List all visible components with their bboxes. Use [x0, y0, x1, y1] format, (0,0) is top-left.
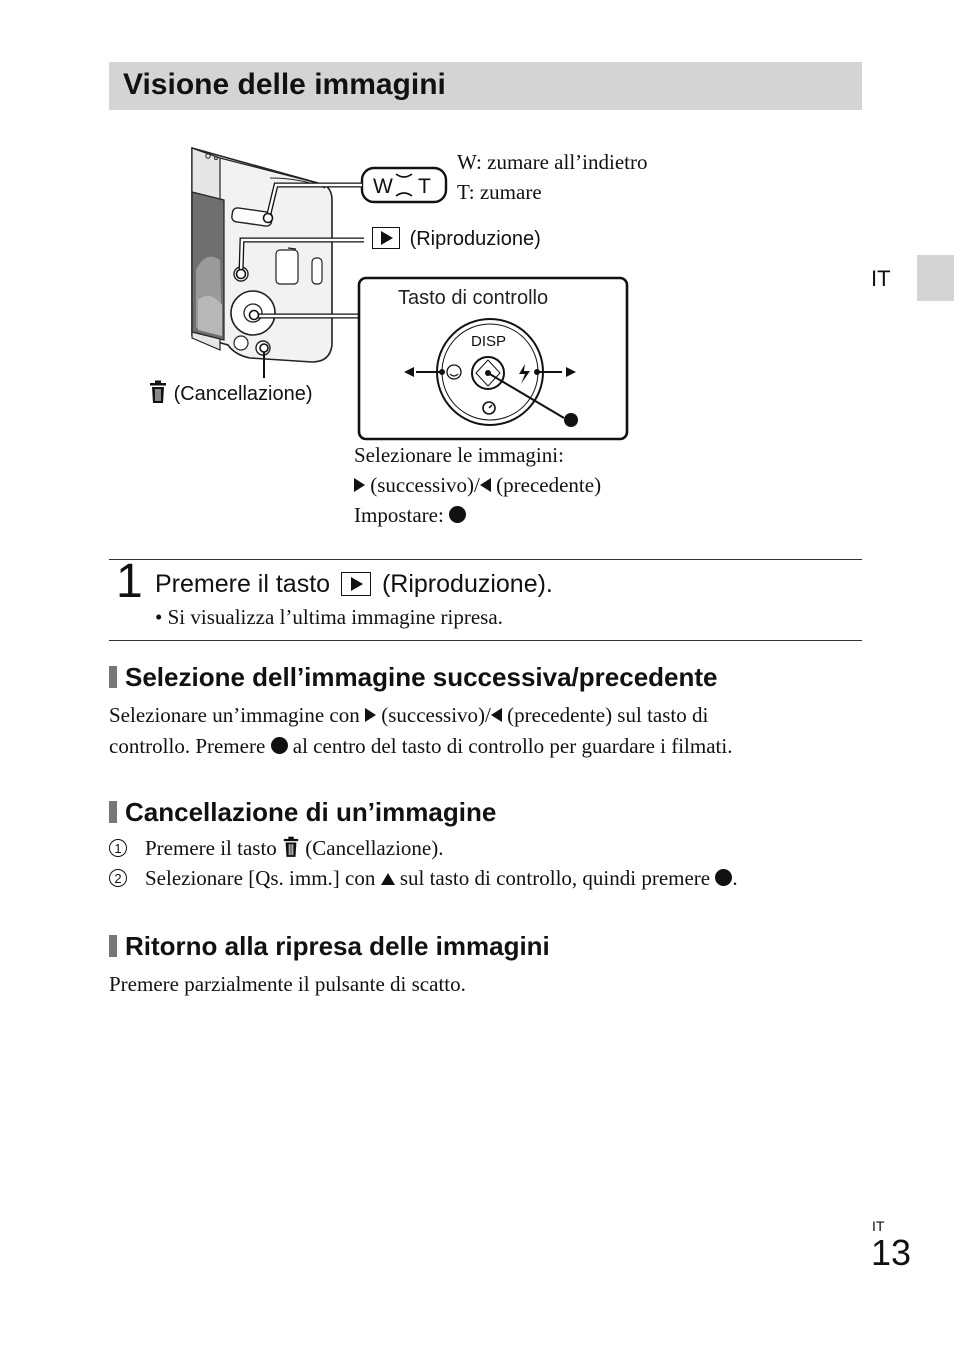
- circled-number-1: 1: [109, 839, 127, 857]
- heading-marker-icon: [109, 666, 117, 688]
- control-button-panel: [359, 278, 627, 439]
- section-next-prev-body: Selezionare un’immagine con (successivo)/ (precedente) sul tasto di controllo. Premere al centro del tasto di controllo per guardare i filmati.: [109, 703, 733, 758]
- playback-label-row: [368, 227, 541, 251]
- delete-label: (Cancellazione): [173, 383, 313, 405]
- step-number: 1: [116, 555, 143, 608]
- circled-number-2: 2: [109, 869, 127, 887]
- step-bullet: • Si visualizza l’ultima immagine ripresa.: [155, 605, 503, 629]
- heading-marker-icon: [109, 801, 117, 823]
- select-next-label: (successivo)/: [370, 473, 480, 497]
- svg-text:Tasto di controllo: Tasto di controllo: [398, 287, 549, 309]
- step-top-rule: [109, 559, 862, 560]
- trash-icon: [148, 380, 168, 404]
- set-row: [354, 500, 466, 530]
- camera-illustration: [192, 148, 332, 362]
- center-button-dot-icon: [715, 869, 732, 886]
- page-number: 13: [871, 1232, 912, 1273]
- up-triangle-icon: [381, 873, 395, 885]
- svg-text:W: W: [373, 175, 393, 198]
- section-heading-return: Ritorno alla ripresa delle immagini: [109, 931, 550, 962]
- section-title-bar: [109, 62, 862, 110]
- right-triangle-icon: [354, 478, 365, 492]
- center-dot-icon: [564, 413, 578, 427]
- section-return-body: Premere parzialmente il pulsante di scatto.: [109, 972, 466, 996]
- svg-text:DISP: DISP: [471, 333, 507, 350]
- trash-icon: [282, 836, 300, 858]
- list-item: 2 Selezionare [Qs. imm.] con sul tasto di controllo, quindi premere .: [109, 866, 127, 891]
- language-tab-label: IT: [871, 266, 891, 291]
- playback-label: (Riproduzione): [409, 228, 541, 250]
- heading-marker-icon: [109, 935, 117, 957]
- step-text-post: (Riproduzione).: [381, 570, 553, 598]
- center-button-dot-icon: [271, 737, 288, 754]
- footer-language: IT: [872, 1218, 885, 1234]
- select-prev-label: (precedente): [496, 473, 602, 497]
- zoom-wt-button-icon: [362, 168, 446, 202]
- page-title: Visione delle immagini: [123, 68, 446, 101]
- left-triangle-icon: [491, 708, 502, 722]
- step-text-pre: Premere il tasto: [155, 570, 331, 598]
- select-next-prev-row: [354, 470, 601, 500]
- list-item: 1 Premere il tasto (Cancellazione).: [109, 836, 127, 861]
- center-button-dot-icon: [449, 506, 466, 523]
- zoom-out-label: W: zumare all’indietro: [457, 150, 648, 174]
- set-label: Impostare:: [354, 503, 444, 527]
- delete-label-row: [148, 380, 313, 406]
- playback-icon: [372, 227, 400, 249]
- zoom-in-label: T: zumare: [457, 180, 542, 204]
- right-triangle-icon: [365, 708, 376, 722]
- svg-text:T: T: [418, 175, 431, 198]
- left-triangle-icon: [480, 478, 491, 492]
- select-images-label: Selezionare le immagini:: [354, 443, 564, 467]
- section-heading-delete: Cancellazione di un’immagine: [109, 797, 496, 828]
- section-heading-next-prev: Selezione dell’immagine successiva/precedente: [109, 662, 718, 693]
- playback-icon: [341, 572, 371, 596]
- step-instruction: [155, 570, 553, 599]
- step-bottom-rule: [109, 640, 862, 641]
- language-tab: [917, 255, 954, 301]
